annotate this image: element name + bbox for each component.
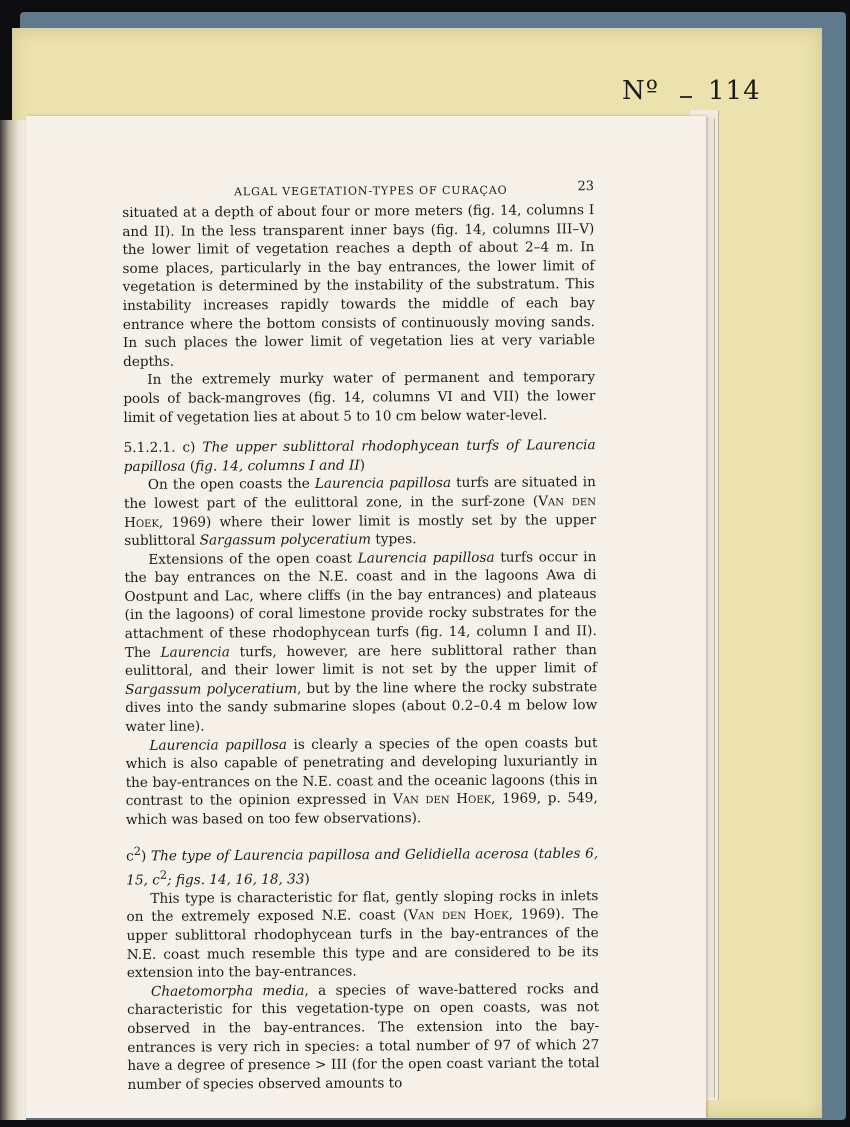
italic-text: Laurencia	[160, 644, 230, 661]
author-name: Van den Hoek	[124, 493, 597, 531]
section-heading	[126, 839, 598, 890]
paragraph	[125, 734, 598, 830]
italic-text: Sargassum polyceratium	[199, 531, 372, 549]
italic-text: Laurencia papillosa	[314, 475, 452, 493]
text-run: On the open coasts the	[147, 476, 315, 494]
page-number: 23	[577, 179, 595, 195]
text-run: )	[140, 847, 152, 865]
text-run: types.	[370, 531, 417, 548]
superscript: 2	[159, 867, 168, 882]
paragraph	[122, 201, 595, 371]
text-run: (	[185, 458, 196, 475]
text-run: This type is characteristic for flat, gently sloping rocks in inlets on the extremely exposed N.E. coast (	[126, 887, 599, 926]
italic-text: Sargassum polyceratium	[125, 680, 298, 698]
text-run: , 1969). The upper sublittoral rhodophycean turfs in the bay-entrances of the N.E. coast much resemble this type and are considered to be its extension into the bay-entrances.	[126, 906, 599, 982]
author-name: Van den Hoek	[408, 907, 509, 924]
italic-text: Chaetomorpha media	[150, 982, 305, 1000]
italic-text: Laurencia papillosa	[149, 736, 288, 754]
paragraph	[124, 473, 596, 550]
body-text	[122, 201, 599, 1094]
text-run: )	[304, 871, 310, 888]
author-name: Van den Hoek	[392, 791, 492, 808]
italic-text: tables 6, 15, c	[126, 845, 599, 889]
text-run: , a species of wave-battered rocks and characteristic for this vegetation-type on open coasts, was not observed in the bay-entrances. The extension into the bay-entrances is very rich in species: a total number of 97 of which 27 have a degree of presence > III (for the open coast variant the total number of species observed amounts to	[127, 980, 600, 1093]
paragraph	[126, 887, 599, 983]
paragraph	[124, 548, 597, 737]
text-run: , 1969) where their lower limit is mostly set by the upper sublittoral	[124, 511, 597, 550]
italic-text: ; figs. 14, 16, 18, 33	[166, 871, 305, 888]
superscript: 2	[133, 843, 141, 858]
page-content	[122, 179, 600, 1094]
book-spine-edge	[0, 120, 26, 1120]
text-run: turfs, however, are here sublittoral rather than eulittoral, and their lower limit is not set by the upper limit of	[124, 641, 598, 680]
issue-number-label: Nº	[622, 76, 659, 106]
text-run: 5.1.2.1. c)	[123, 439, 203, 457]
text-run: (	[528, 845, 539, 862]
text-run: is clearly a species of the open coasts but which is also capable of penetrating and developing luxuriantly in the bay-entrances on the N.E. coast and the oceanic lagoons (this in contrast to the opinion expressed in	[125, 734, 598, 810]
italic-text: Laurencia papillosa	[357, 549, 495, 567]
italic-text: The type of Laurencia papillosa and Gelidiella acerosa	[150, 845, 529, 864]
text-run: )	[359, 457, 366, 474]
text-run: In the extremely murky water of permanent and temporary pools of back-mangroves (fig. 14, columns VI and VII) the lower limit of vegetation lies at about 5 to 10 cm below water-level.	[123, 369, 596, 426]
italic-text: The upper sublittoral rhodophycean turfs of Laurencia papillosa	[123, 437, 596, 475]
italic-text: fig. 14, columns I and II	[195, 457, 360, 475]
text-run: Extensions of the open coast	[148, 550, 358, 568]
running-head-title: ALGAL VEGETATION-TYPES OF CURAÇAO	[234, 183, 508, 199]
book-page	[26, 116, 706, 1118]
issue-number-value: 114	[708, 76, 761, 106]
text-run: turfs are situated in the lowest part of the eulittoral zone, in the surf-zone (	[123, 474, 596, 512]
text-run: turfs occur in the bay entrances on the N.E. coast and in the lagoons Awa di Oostpunt and Lac, where cliffs (in the bay entrances) and plateaus (in the lagoons) of coral limestone provide rocky substrates for the attachment of these rhodophycean turfs (fig. 14, column I and II). The	[124, 548, 597, 661]
issue-number-separator	[680, 96, 692, 98]
running-head	[122, 179, 594, 204]
text-run: , 1969, p. 549, which was based on too few observations).	[125, 790, 598, 828]
section-heading	[124, 436, 596, 476]
text-run: situated at a depth of about four or more meters (fig. 14, columns I and II). In the less transparent inner bays (fig. 14, columns III–V) the lower limit of vegetation reaches a depth of about 2–4 m. In some places, particularly in the bay entrances, the lower limit of vegetation is determined by the instability of the substratum. This instability increases rapidly towards the middle of each bay entrance where the bottom consists of continuously moving sands. In such places the lower limit of vegetation lies at very variable depths.	[122, 202, 596, 370]
text-run: c	[126, 848, 134, 865]
paragraph	[127, 980, 600, 1094]
text-run: , but by the line where the rocky substrate dives into the sandy submarine slopes (about 0.2–0.4 m below low water line).	[125, 678, 598, 736]
paragraph	[123, 368, 595, 427]
